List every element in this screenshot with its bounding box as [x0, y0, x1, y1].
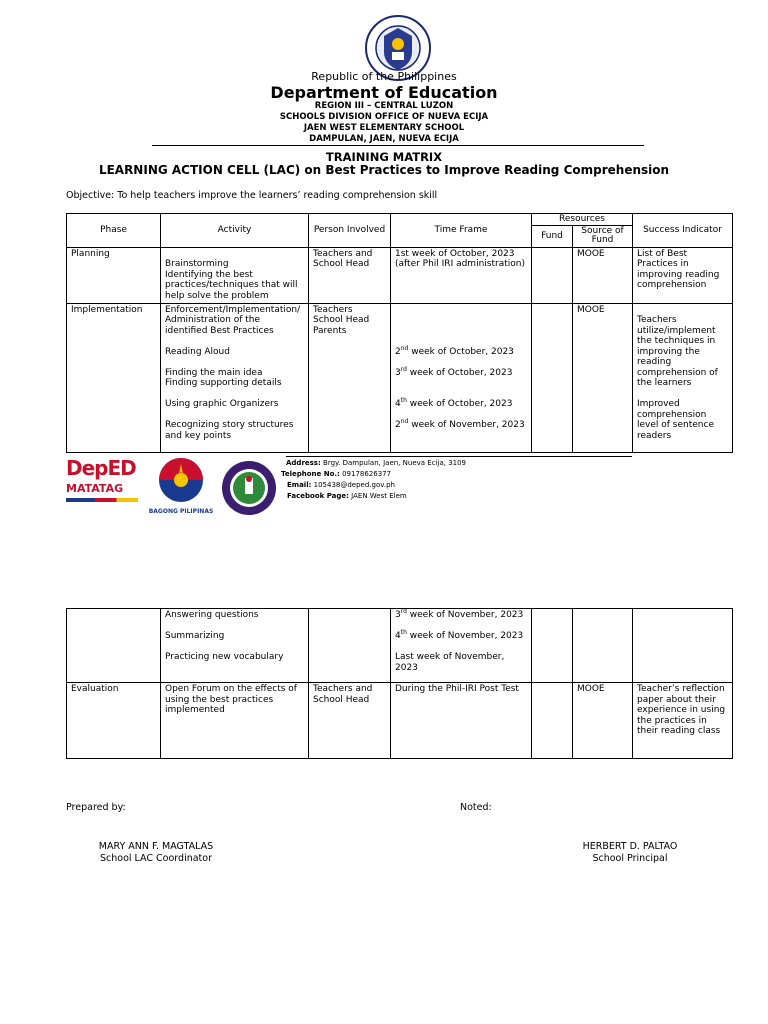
impl-time-1: 2nd week of October, 2023 [395, 344, 514, 357]
noter-title: School Principal [592, 853, 668, 864]
region-line: REGION III – CENTRAL LUZON [314, 101, 454, 111]
impl-activity-3: Finding the main idea [165, 367, 263, 378]
impl-indicator-1: Teachers utilize/implement the techniques in improving the reading comprehension of the learners [637, 315, 718, 388]
evaluation-fund [532, 683, 573, 759]
impl-person-3: Parents [313, 325, 347, 336]
objective-text: Objective: To help teachers improve the learners’ reading comprehension skill [66, 190, 438, 201]
email-line: Email: 105438@deped.gov.ph [287, 481, 395, 489]
header-timeframe: Time Frame [391, 214, 532, 248]
cont-time-1: 3rd week of November, 2023 [395, 608, 524, 620]
matatag-stripes [66, 498, 138, 502]
impl-activity-2: Reading Aloud [165, 346, 230, 357]
footer-divider [286, 456, 632, 457]
impl-time-2: 3rd week of October, 2023 [395, 365, 513, 378]
header-person: Person Involved [309, 214, 391, 248]
evaluation-person: Teachers and School Head [309, 683, 391, 759]
noted-label: Noted: [460, 802, 492, 813]
training-matrix-table [66, 213, 733, 453]
cont-time-3: Last week of November, 2023 [395, 652, 505, 673]
implementation-indicator [633, 303, 733, 452]
implementation-person [309, 303, 391, 452]
matatag-wordmark: MATATAG [66, 482, 124, 495]
evaluation-time: During the Phil-IRI Post Test [391, 683, 532, 759]
republic-line: Republic of the Philippines [311, 70, 457, 83]
continued-phase [67, 609, 161, 683]
header-phase: Phase [67, 214, 161, 248]
telephone-line: Telephone No.: 09178626377 [281, 470, 392, 478]
impl-activity-4: Finding supporting details [165, 378, 282, 388]
deped-matatag-logo [66, 456, 138, 516]
lac-title: LEARNING ACTION CELL (LAC) on Best Practices to Improve Reading Comprehension [98, 163, 670, 177]
implementation-time [391, 303, 532, 452]
implementation-phase: Implementation [67, 303, 161, 452]
matrix-title: TRAINING MATRIX [325, 150, 443, 164]
header-activity: Activity [161, 214, 309, 248]
planning-time: 1st week of October, 2023 (after Phil IRI administration) [391, 247, 532, 303]
continued-indicator [633, 609, 733, 683]
planning-activity [161, 247, 309, 303]
cont-activity-3: Practicing new vocabulary [165, 652, 284, 662]
planning-source: MOOE [573, 247, 633, 303]
school-seal-logo [220, 459, 278, 517]
evaluation-activity: Open Forum on the effects of using the best practices implemented [161, 683, 309, 759]
cont-activity-2: Summarizing [165, 631, 225, 641]
location-line: DAMPULAN, JAEN, NUEVA ECIJA [309, 134, 459, 144]
implementation-activity [161, 303, 309, 452]
header-resources: Resources [532, 214, 633, 226]
planning-activity-1: Brainstorming [165, 259, 229, 269]
cont-time-2: 4th week of November, 2023 [395, 629, 524, 641]
implementation-source: MOOE [573, 303, 633, 452]
continued-activity [161, 609, 309, 683]
planning-fund [532, 247, 573, 303]
deped-wordmark: DepED [66, 456, 136, 480]
impl-time-3: 4th week of October, 2023 [395, 397, 513, 409]
evaluation-source: MOOE [573, 683, 633, 759]
header-indicator: Success Indicator [633, 214, 733, 248]
prepared-by-label: Prepared by: [66, 802, 126, 813]
evaluation-phase: Evaluation [67, 683, 161, 759]
noter-name: HERBERT D. PALTAO [582, 841, 678, 852]
division-line: SCHOOLS DIVISION OFFICE OF NUEVA ECIJA [279, 112, 489, 122]
evaluation-indicator: Teacher’s reflection paper about their experience in using the practices in their reading class [633, 683, 733, 759]
impl-activity-1: Enforcement/Implementation/ Administration of the identified Best Practices [165, 304, 301, 336]
continued-time [391, 609, 532, 683]
continued-fund [532, 609, 573, 683]
school-line: JAEN WEST ELEMENTARY SCHOOL [303, 123, 465, 133]
planning-indicator: List of Best Practices in improving reading comprehension [633, 247, 733, 303]
impl-person-2: School Head [313, 315, 370, 325]
header-divider [152, 145, 644, 146]
preparer-title: School LAC Coordinator [99, 853, 212, 864]
impl-time-4: 2nd week of November, 2023 [395, 418, 525, 430]
facebook-line: Facebook Page: JAEN West Elem [287, 492, 407, 500]
header-fund: Fund [532, 225, 573, 247]
department-name: Department of Education [270, 83, 498, 102]
impl-activity-6: Recognizing story structures and key points [165, 420, 294, 441]
address-line: Address: Brgy. Dampulan, Jaen, Nueva Ecija, 3109 [286, 459, 467, 467]
continued-person [309, 609, 391, 683]
table-row [67, 303, 733, 452]
impl-person-1: Teachers [313, 304, 353, 315]
impl-activity-5: Using graphic Organizers [165, 399, 279, 409]
training-matrix-table-continued [66, 608, 733, 759]
planning-activity-2: Identifying the best practices/techniques that will help solve the problem [165, 269, 298, 301]
bagong-pilipinas-logo [148, 456, 214, 512]
header-source: Source of Fund [573, 225, 633, 247]
table-row [67, 247, 733, 303]
planning-person: Teachers and School Head [309, 247, 391, 303]
impl-indicator-2: Improved comprehension level of sentence readers [637, 399, 714, 441]
preparer-name: MARY ANN F. MAGTALAS [98, 841, 214, 852]
planning-phase: Planning [67, 247, 161, 303]
table-row [67, 609, 733, 683]
bagong-pilipinas-text: BAGONG PILIPINAS [148, 508, 214, 515]
table-row [67, 683, 733, 759]
continued-source [573, 609, 633, 683]
cont-activity-1: Answering questions [165, 610, 259, 620]
implementation-fund [532, 303, 573, 452]
